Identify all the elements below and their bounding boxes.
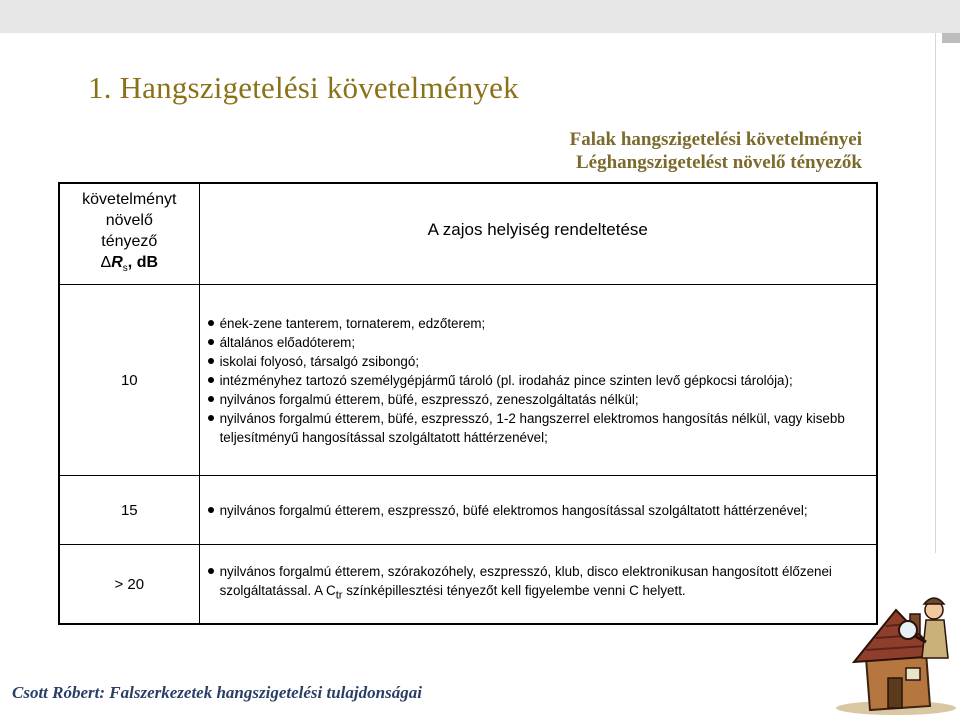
delta-symbol: Δ — [100, 253, 112, 271]
unit-label: , dB — [127, 253, 159, 271]
bullet-icon — [208, 358, 214, 364]
list-item — [208, 314, 870, 333]
header-right-label: A zajos helyiség rendeltetése — [427, 220, 648, 239]
house-clipart-icon — [826, 580, 960, 717]
list-item-text: nyilvános forgalmú étterem, büfé, eszpresszó, zeneszolgáltatás nélkül; — [219, 391, 639, 407]
row-items — [199, 545, 877, 625]
header-left-line1: követelményt — [82, 190, 177, 208]
list-item-subscript: tr — [335, 589, 343, 602]
item-list — [208, 501, 870, 520]
table-row — [59, 545, 877, 625]
symbol-r: R — [111, 253, 123, 271]
footer-credit: Csott Róbert: Falszerkezetek hangszigetelési tulajdonságai — [12, 683, 422, 702]
table-row — [59, 476, 877, 545]
table-header-row — [59, 183, 877, 285]
list-item — [208, 501, 870, 520]
row-value: > 20 — [59, 545, 199, 625]
item-list — [208, 562, 870, 606]
bullet-icon — [208, 568, 214, 574]
list-item-text: ének-zene tanterem, tornaterem, edzőterem; — [219, 315, 486, 331]
table-row — [59, 285, 877, 476]
row-value: 10 — [59, 285, 199, 476]
header-left-line2: növelő — [105, 211, 153, 229]
list-item-text: nyilvános forgalmú étterem, büfé, eszpresszó, 1-2 hangszerrel elektromos hangosítás nélkül, vagy kisebb teljesítményű hangosítással szolgáltatott háttérzenével; — [219, 410, 845, 445]
list-item — [208, 390, 870, 409]
corner-decoration — [942, 33, 960, 43]
row-items — [199, 285, 877, 476]
requirements-table — [58, 182, 878, 625]
item-list — [208, 314, 870, 447]
house-window — [906, 668, 920, 680]
row-items — [199, 476, 877, 545]
list-item — [208, 409, 870, 447]
list-item — [208, 371, 870, 390]
list-item-text-after: színképillesztési tényezőt kell figyelembe venni C helyett. — [342, 583, 686, 599]
figure-coat — [922, 620, 948, 658]
header-left-cell — [59, 183, 199, 285]
bullet-icon — [208, 320, 214, 326]
right-margin — [936, 33, 960, 553]
list-item — [208, 562, 870, 606]
list-item — [208, 333, 870, 352]
figure-hat — [924, 598, 944, 604]
house-door — [888, 678, 902, 708]
symbol-sub: s — [122, 263, 128, 275]
magnifier-lens — [899, 621, 917, 639]
bullet-icon — [208, 377, 214, 383]
bullet-icon — [208, 339, 214, 345]
list-item-text: intézményhez tartozó személygépjármű tároló (pl. irodaház pince szinten levő gépkocsi tárolója); — [219, 372, 793, 388]
header-right-cell — [199, 183, 877, 285]
list-item — [208, 352, 870, 371]
top-band — [0, 0, 960, 33]
list-item-text-before: nyilvános forgalmú étterem, szórakozóhely, eszpresszó, klub, disco elektronikusan hangosított élőzenei szolgáltatással. A C — [219, 564, 832, 599]
slide-title: 1. Hangszigetelési követelmények — [88, 70, 519, 105]
slide-subtitle-1: Falak hangszigetelési követelményei — [569, 129, 862, 150]
bullet-icon — [208, 396, 214, 402]
slide-subtitle-2: Léghangszigetelést növelő tényezők — [575, 152, 862, 173]
left-margin — [0, 33, 36, 553]
list-item-text: általános előadóterem; — [219, 334, 356, 350]
list-item-text: nyilvános forgalmú étterem, eszpresszó, büfé elektromos hangosítással szolgáltatott háttérzenével; — [219, 502, 808, 518]
header-left-symbol — [60, 252, 199, 279]
header-left-line3: tényező — [101, 232, 158, 250]
list-item-text: iskolai folyosó, társalgó zsibongó; — [219, 353, 420, 369]
bullet-icon — [208, 415, 214, 421]
row-value: 15 — [59, 476, 199, 545]
bullet-icon — [208, 507, 214, 513]
